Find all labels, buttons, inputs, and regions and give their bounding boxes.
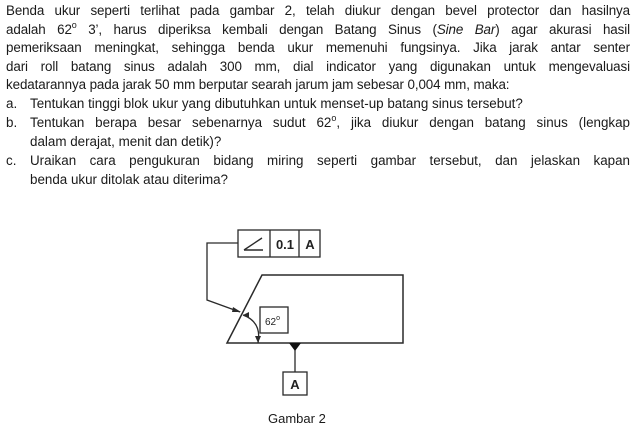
question-label: a.: [6, 96, 18, 111]
paragraph-line-1: Benda ukur seperti terlihat pada gambar 2, telah diukur dengan bevel protector dan hasilnya: [6, 3, 630, 18]
datum-reference: A: [305, 237, 315, 252]
question-label: c.: [6, 153, 17, 168]
paragraph-line-2: adalah 62$^o$ 3’, harus diperiksa kembali dengan Batang Sinus (Sine Bar) agar akurasi hasil: [6, 19, 631, 37]
datum-label: A: [290, 377, 300, 392]
paragraph-line-5: kedatarannya pada jarak 50 mm berputar searah jarum jam sebesar 0,004 mm, maka:: [6, 77, 510, 93]
paragraph-line-4: dari roll batang sinus adalah 300 mm, dial indicator yang digunakan untuk mengevaluasi: [6, 58, 630, 74]
leader-line: [207, 243, 240, 312]
degree-symbol: o: [71, 19, 77, 30]
degree-symbol: o: [331, 113, 337, 123]
angle-value: 62$^o$: [265, 315, 281, 328]
question-text-line-1: Tentukan berapa besar sebenarnya sudut 62$^o$, jika diukur dengan batang sinus (lengkap: [30, 113, 631, 130]
part-outline: [227, 275, 403, 343]
leader-arrowhead: [232, 307, 241, 312]
angularity-icon: [244, 238, 263, 250]
sine-bar-term: Sine Bar: [436, 21, 496, 37]
arc-arrowhead-bottom: [255, 336, 261, 343]
paragraph-line-3: pemeriksaan meningkat, sehingga benda ukur memenuhi fungsinya. Jika jarak antar senter: [6, 40, 630, 56]
question-text: Tentukan tinggi blok ukur yang dibutuhkan untuk menset-up batang sinus tersebut?: [30, 96, 523, 111]
question-text-line-2: dalam derajat, menit dan detik)?: [30, 133, 222, 149]
question-text-line-2: benda ukur ditolak atau diterima?: [30, 171, 229, 187]
tolerance-value: 0.1: [275, 237, 295, 252]
arc-arrowhead-top: [243, 312, 249, 318]
question-label: b.: [6, 115, 18, 130]
figure-caption: Gambar 2: [268, 411, 326, 426]
datum-triangle-icon: [289, 343, 301, 351]
question-text-line-1: Uraikan cara pengukuran bidang miring seperti gambar tersebut, dan jelaskan kapan: [30, 153, 630, 168]
